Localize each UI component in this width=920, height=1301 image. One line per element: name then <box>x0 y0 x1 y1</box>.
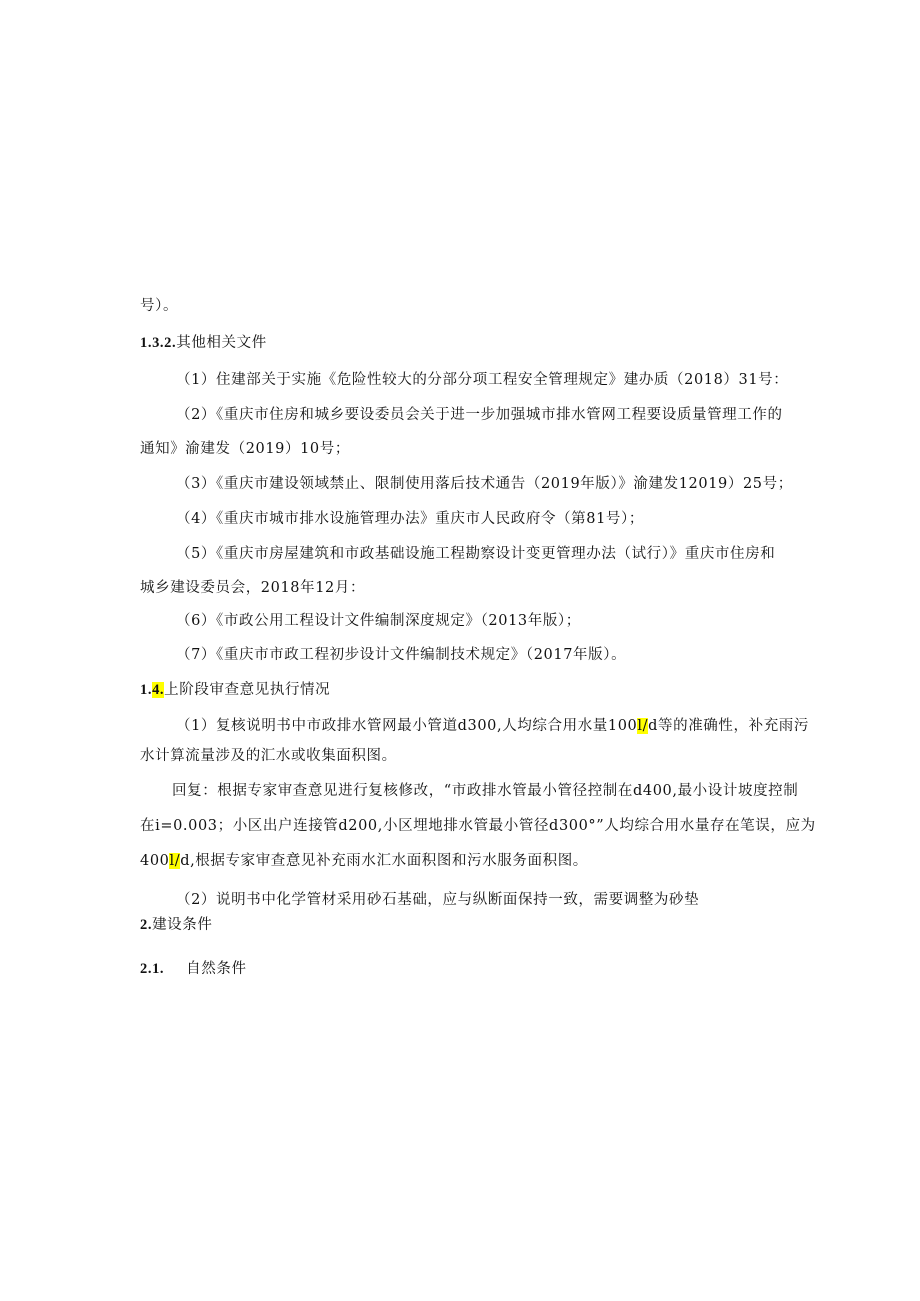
text-segment: （2）《重庆市住房和城乡要设委员会关于进一步加强城市排水管网工程要设质量管理工作的 <box>176 407 783 423</box>
reference-item-2 <box>176 405 783 425</box>
text-segment: （7）《重庆市市政工程初步设计文件编制技术规定》（2017年版）。 <box>176 647 627 663</box>
reference-item-5-cont <box>140 578 365 598</box>
text-segment: （2）说明书中化学管材采用砂石基础，应与纵断面保持一致，需要调整为砂垫 <box>176 892 700 908</box>
section-number: 1.3.2. <box>140 335 177 351</box>
text-segment: （4）《重庆市城市排水设施管理办法》重庆市人民政府令（第81号）； <box>176 511 644 527</box>
text-segment: （5）《重庆市房屋建筑和市政基础设施工程勘察设计变更管理办法（试行）》重庆市住房和 <box>176 546 776 562</box>
review-reply-cont-1 <box>140 816 816 836</box>
review-comment-1 <box>176 716 809 736</box>
review-reply <box>172 781 798 801</box>
review-comment-2 <box>176 890 699 910</box>
text-segment: 水计算流量涉及的汇水或收集面积图。 <box>140 748 397 764</box>
text-segment: 城乡建设委员会，2018年12月： <box>140 580 366 596</box>
section-number: 2.1. <box>140 961 165 977</box>
section-heading-1-3-2 <box>140 333 267 353</box>
reference-item-3 <box>176 474 793 494</box>
section-number: 2. <box>140 917 153 933</box>
reference-item-4 <box>176 509 644 529</box>
text-segment: d等的准确性，补充雨污 <box>648 718 809 734</box>
review-comment-1-cont <box>140 746 397 766</box>
text-segment: （6）《市政公用工程设计文件编制深度规定》（2013年版）； <box>176 613 581 629</box>
section-number <box>140 682 164 698</box>
highlighted-text: l/ <box>637 718 649 734</box>
reference-item-7 <box>176 645 626 665</box>
text-segment: 在i=0.003；小区出户连接管d200,小区埋地排水管最小管径d300°”人均综合用水量存在笔误，应为 <box>140 818 816 834</box>
section-number-part: 1. <box>140 682 153 698</box>
section-title: 自然条件 <box>186 961 247 977</box>
text-line-continuation <box>140 296 178 316</box>
section-title: 建设条件 <box>152 917 213 933</box>
section-title: 上阶段审查意见执行情况 <box>164 682 331 698</box>
section-heading-2 <box>140 915 212 935</box>
text-segment: （1）复核说明书中市政排水管网最小管道d300,人均综合用水量100 <box>176 718 638 734</box>
text-segment: 通知》渝建发（2019）10号； <box>140 441 350 457</box>
section-heading-1-4 <box>140 680 330 700</box>
text-segment: d,根据专家审查意见补充雨水汇水面积图和污水服务面积图。 <box>180 853 588 869</box>
text-segment: 号）。 <box>140 298 179 314</box>
reference-item-1 <box>176 370 788 390</box>
reference-item-6 <box>176 611 581 631</box>
text-segment: （1）住建部关于实施《危险性较大的分部分项工程安全管理规定》建办质（2018）31号： <box>176 372 789 388</box>
highlighted-text: l/ <box>169 853 181 869</box>
highlighted-text: 4. <box>152 682 165 698</box>
section-heading-2-1 <box>140 959 247 979</box>
review-reply-cont-2 <box>140 851 588 871</box>
text-segment: （3）《重庆市建设领域禁止、限制使用落后技术通告（2019年版）》渝建发12019）25号； <box>176 476 793 492</box>
text-segment: 回复：根据专家审查意见进行复核修改，“市政排水管最小管径控制在d400,最小设计坡度控制 <box>172 783 799 799</box>
text-segment: 400 <box>140 853 170 869</box>
reference-item-2-cont <box>140 439 350 459</box>
section-title: 其他相关文件 <box>176 335 267 351</box>
reference-item-5 <box>176 544 775 564</box>
